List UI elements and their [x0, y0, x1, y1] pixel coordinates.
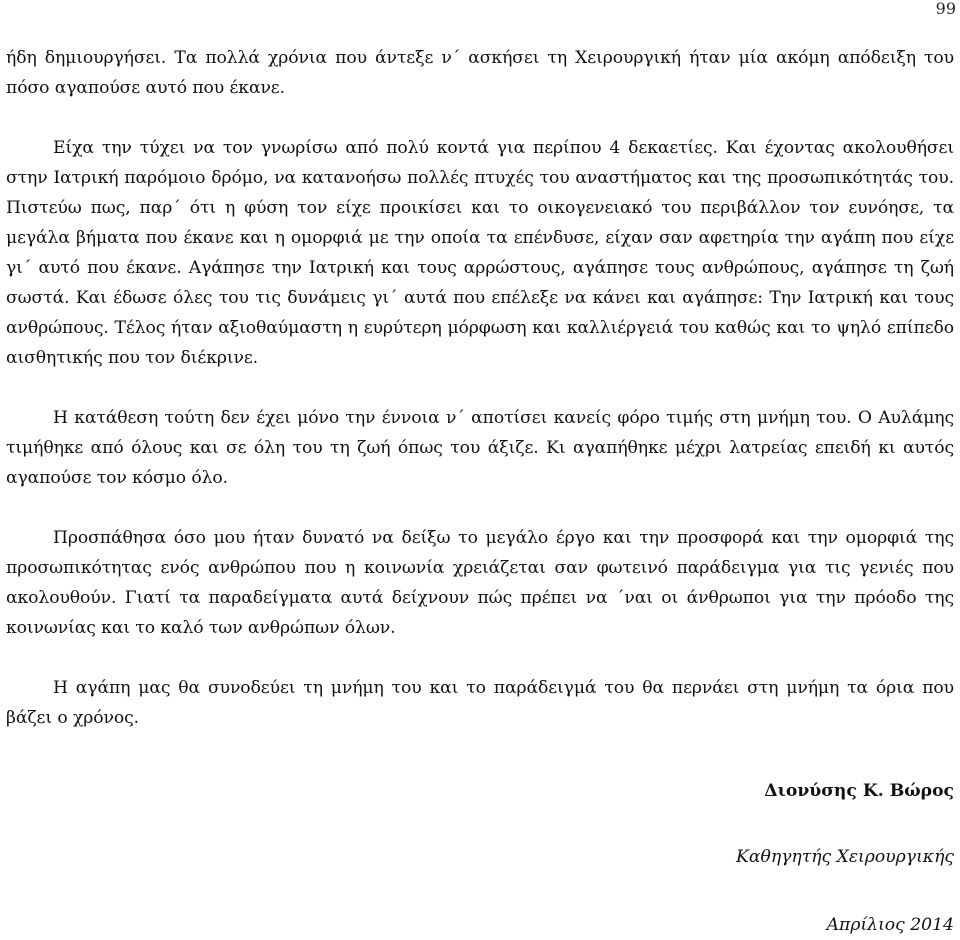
paragraph-continuation: ήδη δημιουργήσει. Τα πολλά χρόνια που άντεξε ν΄ ασκήσει τη Χειρουργική ήταν μία ακόμη απόδειξη του πόσο αγαπούσε αυτό που έκανε.	[6, 48, 954, 98]
paragraph-tribute: Η κατάθεση τούτη δεν έχει μόνο την έννοια ν΄ αποτίσει κανείς φόρο τιμής στη μνήμη του. Ο Αυλάμης τιμήθηκε από όλους και σε όλη του τη ζωή όπως του άξιζε. Κι αγαπήθηκε μέχρι λατρείας επειδή κι αυτός αγαπούσε τον κόσμο όλο.	[6, 408, 954, 488]
paragraph-acquaintance: Είχα την τύχει να τον γνωρίσω από πολύ κοντά για περίπου 4 δεκαετίες. Και έχοντας ακολουθήσει στην Ιατρική παρόμοιο δρόμο, να κατανοήσω πολλές πτυχές του αναστήματος και της προσωπικότητάς του. Πιστεύω πως, παρ΄ ότι η φύση τον είχε προικίσει και το οικογενειακό του περιβάλλον τον ευνόησε, τα μεγάλα βήματα που έκανε και η ομορφιά με την οποία τα επένδυσε, είχαν σαν αφετηρία την αγάπη που είχε γι΄ αυτό που έκανε. Αγάπησε την Ιατρική και τους αρρώστους, αγάπησε τους ανθρώπους, αγάπησε τη ζωή σωστά. Και έδωσε όλες του τις δυνάμεις γι΄ αυτά που επέλεξε να κάνει και αγάπησε: Την Ιατρική και τους ανθρώπους. Τέλος ήταν αξιοθαύμαστη η ευρύτερη μόρφωση και καλλιέργειά του καθώς και το ψηλό επίπεδο αισθητικής που τον διέκρινε.	[6, 138, 954, 368]
author-title: Καθηγητής Χειρουργικής	[736, 847, 954, 867]
paragraph-example: Προσπάθησα όσο μου ήταν δυνατό να δείξω το μεγάλο έργο και την προσφορά και την ομορφιά της προσωπικότητας ενός ανθρώπου που η κοινωνία χρειάζεται σαν φωτεινό παράδειγμα για τις γενιές που ακολουθούν. Γιατί τα παραδείγματα αυτά δείχνουν πώς πρέπει να ΄ναι οι άνθρωποι για την πρόοδο της κοινωνίας και το καλό των ανθρώπων όλων.	[6, 528, 954, 638]
document-date: Απρίλιος 2014	[826, 915, 954, 935]
page-number: 99	[935, 0, 956, 18]
paragraph-closing: Η αγάπη μας θα συνοδεύει τη μνήμη του και το παράδειγμά του θα περνάει στη μνήμη τα όρια που βάζει ο χρόνος.	[6, 678, 954, 728]
author-name: Διονύσης Κ. Βώρος	[764, 781, 954, 801]
